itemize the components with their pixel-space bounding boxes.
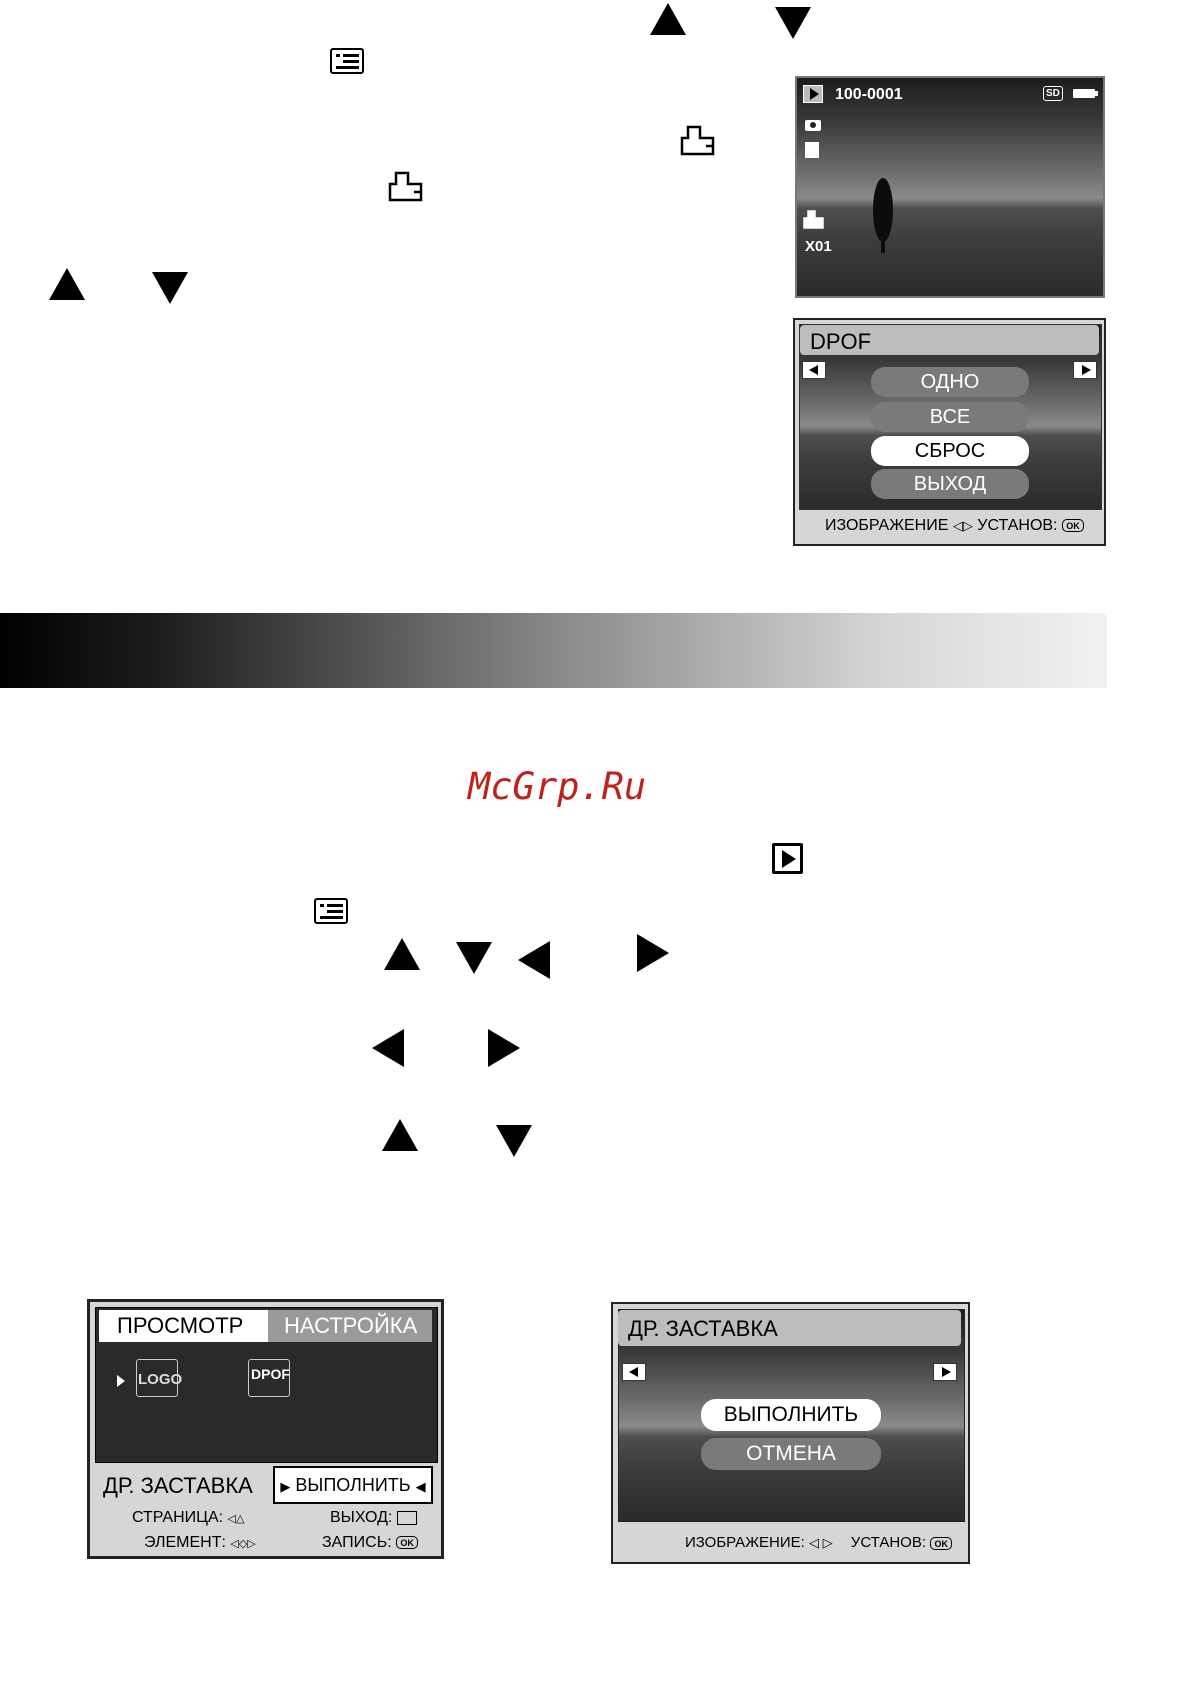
ok-icon: OK: [1062, 519, 1084, 532]
right-arrow-icon: [488, 1029, 520, 1067]
tree-silhouette: [871, 178, 895, 253]
watermark-text: McGrp.Ru: [468, 765, 647, 808]
dpof-status-bar: [795, 510, 1104, 544]
playback-button-icon: [772, 843, 803, 874]
exit-label: ВЫХОД:: [330, 1509, 393, 1526]
up-arrow-icon: [382, 1119, 418, 1151]
print-icon: [388, 170, 424, 204]
tab-settings[interactable]: НАСТРОЙКА: [268, 1310, 432, 1342]
hint-image-label: ИЗОБРАЖЕНИЕ: [825, 517, 949, 534]
print-count: X01: [805, 238, 832, 255]
protect-icon: [805, 142, 819, 158]
landscape-photo: [797, 78, 1103, 296]
left-right-icon: ◁▷: [952, 518, 973, 533]
ok-icon: OK: [396, 1536, 418, 1549]
splash-status-bar: [613, 1525, 967, 1561]
logo-icon-label: LOGO: [138, 1371, 183, 1388]
hint-set-label: УСТАНОВ:: [850, 1534, 927, 1551]
previous-image-button[interactable]: [622, 1363, 646, 1381]
hint-image-label: ИЗОБРАЖЕНИЕ:: [685, 1534, 805, 1551]
left-arrow-icon: ▶: [280, 1479, 291, 1494]
print-icon: [680, 124, 716, 158]
splash-title: ДР. ЗАСТАВКА: [618, 1310, 961, 1346]
dpof-icon[interactable]: [248, 1359, 290, 1397]
left-arrow-icon: [372, 1029, 404, 1067]
menu-button-icon: [397, 1511, 417, 1525]
down-arrow-icon: [456, 942, 492, 974]
item-label: ДР. ЗАСТАВКА: [103, 1473, 253, 1498]
ok-icon: OK: [930, 1537, 952, 1550]
four-way-icon: ◁◇▷: [230, 1538, 256, 1550]
splash-screen: [611, 1302, 970, 1564]
settings-menu-screen: [87, 1299, 444, 1559]
logo-icon[interactable]: [136, 1359, 183, 1397]
dpof-screen: [793, 318, 1106, 546]
file-number: 100-0001: [835, 86, 903, 103]
up-arrow-icon: [650, 3, 686, 35]
up-left-icon: ◁△: [227, 1513, 245, 1525]
down-arrow-icon: [496, 1125, 532, 1157]
hint-set-label: УСТАНОВ:: [977, 517, 1058, 534]
down-arrow-icon: [775, 7, 811, 39]
element-hint: [144, 1534, 256, 1552]
splash-option-execute[interactable]: ВЫПОЛНИТЬ: [701, 1399, 881, 1431]
battery-icon: [1073, 89, 1095, 98]
page-label: СТРАНИЦА:: [132, 1509, 224, 1526]
dpof-title: DPOF: [800, 325, 1099, 355]
section-header-bar: [0, 613, 1107, 688]
right-arrow-icon: ◀: [415, 1479, 426, 1494]
right-arrow-icon: [637, 934, 669, 972]
splash-option-cancel[interactable]: ОТМЕНА: [701, 1438, 881, 1470]
next-image-button[interactable]: [1073, 361, 1097, 379]
print-mark-icon: [803, 210, 825, 230]
previous-image-button[interactable]: [802, 361, 826, 379]
down-arrow-icon: [152, 272, 188, 304]
selection-cursor-icon: [117, 1375, 125, 1387]
playback-screen: [795, 76, 1105, 298]
menu-button-icon: [314, 898, 348, 924]
item-value: ВЫПОЛНИТЬ: [295, 1475, 411, 1495]
dpof-option-single[interactable]: ОДНО: [871, 367, 1029, 397]
item-value-selector[interactable]: [273, 1466, 433, 1504]
record-hint: [322, 1534, 418, 1552]
sd-card-icon: SD: [1043, 86, 1063, 101]
menu-button-icon: [330, 48, 364, 74]
dpof-option-reset[interactable]: СБРОС: [871, 436, 1029, 466]
next-image-button[interactable]: [933, 1363, 957, 1381]
page-hint: [132, 1509, 244, 1527]
up-arrow-icon: [384, 938, 420, 970]
dpof-icon-label: DPOF: [251, 1366, 290, 1382]
battery-tip: [1095, 91, 1098, 96]
exit-hint: [330, 1509, 417, 1527]
record-label: ЗАПИСЬ:: [322, 1534, 392, 1551]
left-arrow-icon: [518, 941, 550, 979]
camera-icon: [805, 120, 821, 131]
playback-mode-icon: [803, 85, 823, 103]
left-right-icon: ◁ ▷: [809, 1535, 833, 1550]
dpof-option-all[interactable]: ВСЕ: [871, 402, 1029, 432]
dpof-option-exit[interactable]: ВЫХОД: [871, 469, 1029, 499]
up-arrow-icon: [49, 268, 85, 300]
element-label: ЭЛЕМЕНТ:: [144, 1534, 226, 1551]
tab-view[interactable]: ПРОСМОТР: [99, 1310, 268, 1342]
